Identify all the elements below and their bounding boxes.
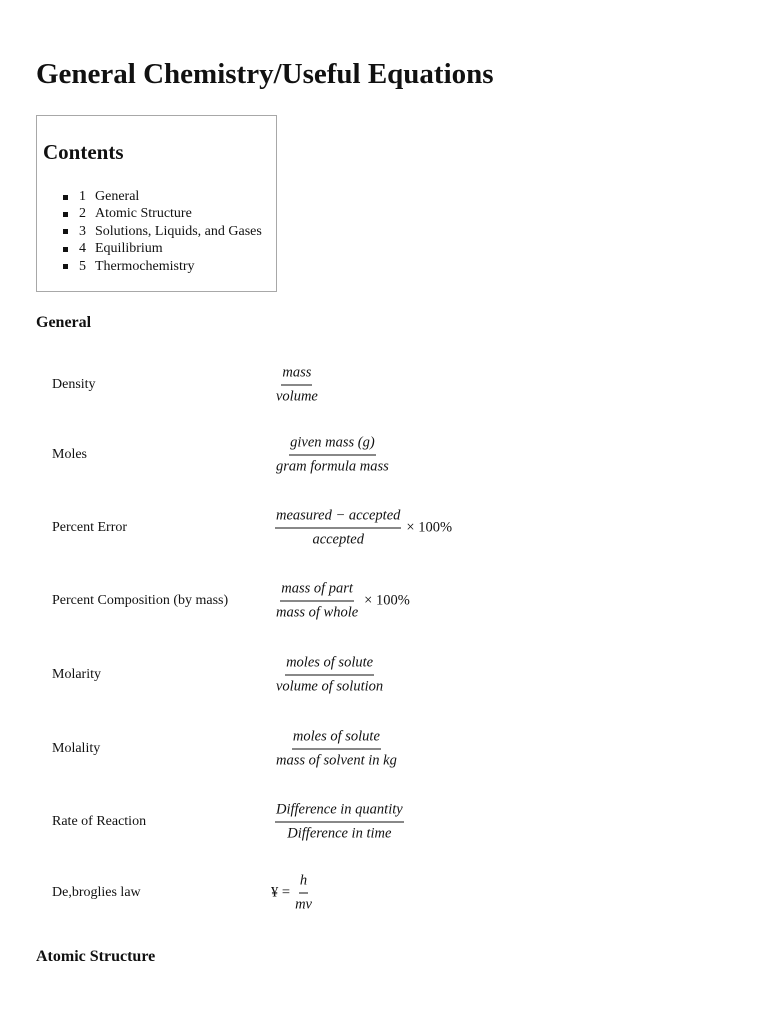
fraction-denominator: mass of solvent in kg (276, 752, 397, 769)
equation-formula (275, 729, 398, 770)
toc-item-number: 3 (79, 223, 86, 239)
equation-formula (275, 508, 452, 549)
fraction-denominator: gram formula mass (276, 458, 389, 475)
equation-formula (275, 655, 384, 696)
fraction-denominator: mv (295, 896, 312, 913)
section-heading-general: General (36, 314, 92, 331)
equation-label: De,broglies law (52, 885, 141, 900)
fraction (275, 581, 359, 622)
toc-item-number: 4 (79, 241, 86, 257)
equation-formula (275, 365, 319, 406)
equation-label: Molarity (52, 667, 101, 682)
fraction-numerator: moles of solute (285, 655, 374, 676)
equation-label: Molality (52, 741, 101, 756)
fraction-numerator: Difference in quantity (275, 802, 404, 823)
fraction-numerator: mass (281, 365, 312, 386)
fraction-denominator: Difference in time (287, 825, 392, 842)
page-title: General Chemistry/Useful Equations (36, 58, 494, 90)
multiplier-suffix: × 100% (364, 592, 410, 609)
fraction (275, 508, 401, 549)
equation-label: Percent Error (52, 520, 128, 535)
fraction-numerator: h (299, 873, 308, 894)
fraction-numerator: measured − accepted (275, 508, 401, 529)
equation-label: Rate of Reaction (52, 814, 147, 829)
equation-formula (275, 581, 410, 622)
fraction-denominator: volume (276, 388, 318, 405)
toc-item-link[interactable]: Solutions, Liquids, and Gases (95, 223, 262, 239)
fraction (275, 435, 390, 476)
equation-label: Percent Composition (by mass) (52, 593, 229, 608)
toc-item-number: 5 (79, 258, 86, 274)
fraction (275, 655, 384, 696)
toc-item-number: 2 (79, 206, 86, 222)
fraction (275, 729, 398, 770)
toc-item-link[interactable]: Equilibrium (95, 241, 163, 257)
equation-formula (275, 802, 404, 843)
equation-formula (275, 435, 390, 476)
toc-item-link[interactable]: General (95, 189, 140, 204)
multiplier-suffix: × 100% (406, 519, 453, 536)
toc-item-link[interactable]: Atomic Structure (95, 206, 192, 222)
toc-title: Contents (43, 140, 124, 164)
fraction (275, 802, 404, 843)
equation-lhs: ¥ = (271, 884, 291, 901)
fraction-numerator: mass of part (280, 581, 354, 602)
equation-formula (271, 873, 313, 914)
fraction-denominator: volume of solution (276, 678, 384, 695)
toc-item-link[interactable]: Thermochemistry (95, 258, 195, 274)
toc-item-number: 1 (79, 189, 86, 204)
equation-label: Moles (52, 447, 87, 462)
fraction (294, 873, 313, 914)
table-of-contents (36, 115, 277, 292)
fraction-denominator: mass of whole (276, 604, 359, 621)
section-heading-atomic-structure: Atomic Structure (36, 948, 156, 965)
fraction (275, 365, 319, 406)
fraction-numerator: given mass (g) (289, 435, 376, 456)
equation-label: Density (52, 377, 96, 392)
fraction-denominator: accepted (312, 531, 364, 548)
fraction-numerator: moles of solute (292, 729, 381, 750)
